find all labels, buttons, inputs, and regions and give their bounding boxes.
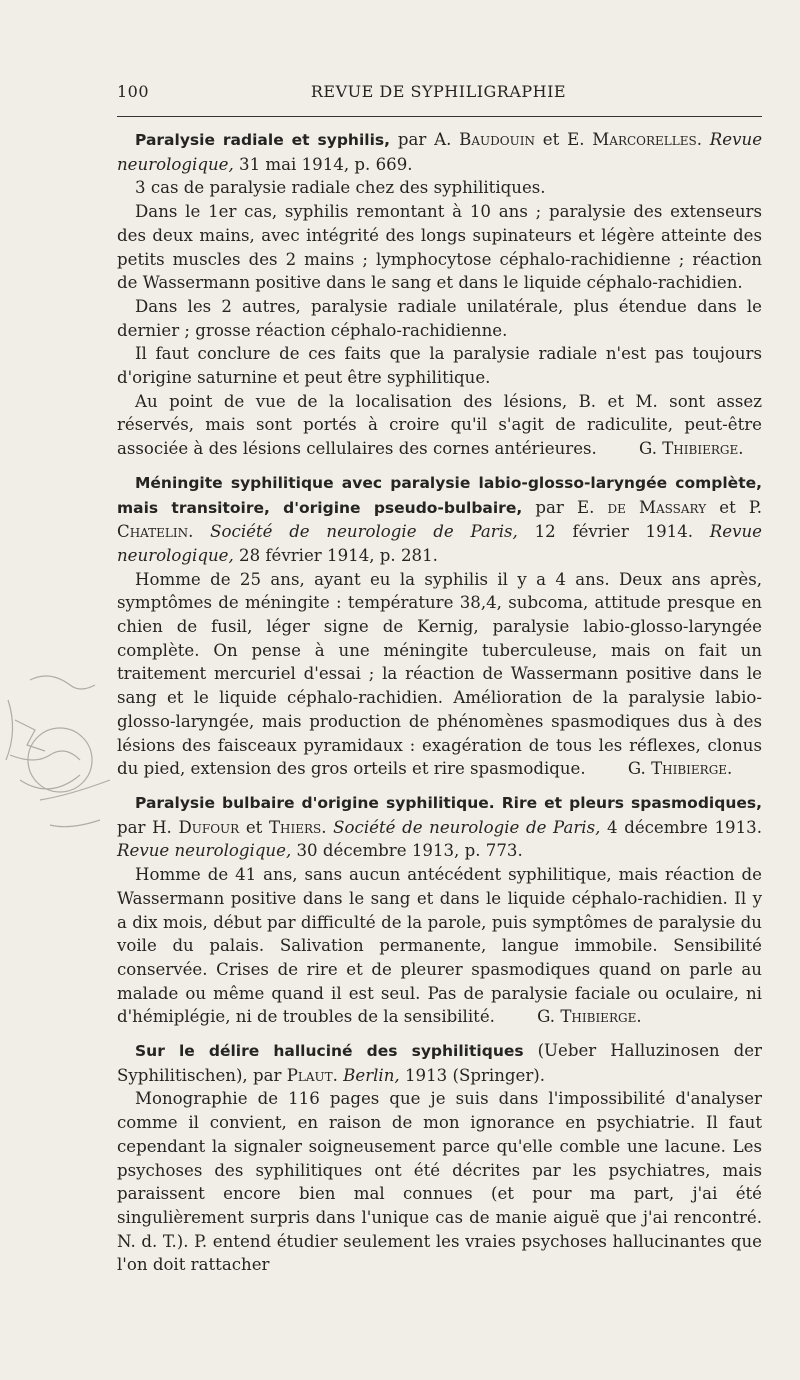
byline-text: et E. [534,130,593,149]
header-rule [117,116,762,117]
byline-text: par E. [522,497,608,517]
author-name: Plaut. [286,1065,338,1085]
article-3-heading [117,791,762,863]
byline-text: par A. [390,130,460,149]
author-name: Chatelin. [117,522,194,542]
author-name: de Massary [607,497,707,517]
paragraph: Homme de 41 ans, sans aucun antécédent syphilitique, mais réaction de Wassermann positive dans le sang et dans le liquide céphalo-rachidien. Il y a dix mois, début par difficulté de la parole, puis symptômes de paralysie du voile du palais. Salivation permanente, langue immobile. Sensibilité conservée. Crises de rire et de pleurer spasmodiques quand on parle au malade ou même quand il est seul. Pas de paralysie faciale ou oculaire, ni d'hémiplégie, ni de troubles de la sensibilité. [117,865,762,1027]
byline-text: (Ueber Halluzinosen der Syphilitischen), par [117,1041,762,1085]
article-2-heading [117,471,762,568]
signature: G. Thibierge. [627,759,733,779]
article-body [117,128,762,1277]
article-3-title: Paralysie bulbaire d'origine syphilitique. Rire et pleurs spasmodiques, [135,793,762,812]
byline-text: par H. [117,817,179,837]
paragraph-with-signature [117,568,762,781]
author-name: Marcorelles. [592,130,702,149]
journal-name: Société de neurologie de Paris, [193,522,518,542]
paragraph: 3 cas de paralysie radiale chez des syphilitiques. [135,178,546,198]
paragraph-with-signature [117,390,762,461]
journal-date: 28 février 1914, p. 281. [233,545,438,565]
journal-date: 31 mai 1914, p. 669. [233,154,413,174]
paragraph: Homme de 25 ans, ayant eu la syphilis il y a 4 ans. Deux ans après, symptômes de méningite : température 38,4, subcoma, attitude presque en chien de fusil, léger signe de Kernig, paralysie labio-glosso-laryngée complète. On pense à une méningite tuberculeuse, mais on fait un traitement mercuriel d'essai ; la réaction de Wassermann positive dans le sang et le liquide céphalo-rachidien. Amélioration de la paralysie labio-glosso-laryngée, mais production de phénomènes spasmodiques dus à des lésions des faisceaux pyramidaux : exagération de tous les réflexes, clonus du pied, extension des gros orteils et rire spasmodique. [117,569,762,779]
author-name: Thiers. [268,817,327,837]
paragraph-with-signature [117,863,762,1029]
author-name: Baudouin [459,130,535,149]
paragraph: Il faut conclure de ces faits que la paralysie radiale n'est pas toujours d'origine saturnine et peut être syphilitique. [117,344,762,388]
page-number: 100 [117,82,150,101]
journal-date: 4 décembre 1913. [600,817,763,837]
journal-name: Revue neurologique, [117,130,763,174]
paragraph: Dans les 2 autres, paralysie radiale unilatérale, plus étendue dans le dernier ; grosse réaction céphalo-rachidienne. [117,296,762,340]
running-title: REVUE DE SYPHILIGRAPHIE [310,82,567,101]
article-1-heading [117,128,762,176]
paragraph: Dans le 1er cas, syphilis remontant à 10 ans ; paralysie des extenseurs des deux mains, avec intégrité des longs supinateurs et légère atteinte des petits muscles des 2 mains ; lymphocytose céphalo-rachidienne ; réaction de Wassermann positive dans le sang et dans le liquide céphalo-rachidien. [117,202,762,293]
paragraph: Au point de vue de la localisation des lésions, B. et M. sont assez réservés, mais sont portés à croire qu'il s'agit de radiculite, peut-être associée à des lésions cellulaires des cornes antérieures. [117,391,762,459]
paragraph: Monographie de 116 pages que je suis dans l'impossibilité d'analyser comme il convient, en raison de mon ignorance en psychiatrie. Il faut cependant la signaler soigneusement parce qu'elle comble une lacune. Les psychoses des syphilitiques ont été décrites par les psychiatres, mais paraissent encore bien mal connues (et pour ma part, j'ai été singulièrement surpris dans l'unique cas de manie aiguë que j'ai rencontré. N. d. T.). P. entend étudier seulement les vraies psychoses hallucinantes que l'on doit rattacher [117,1089,762,1275]
signature: G. Thibierge. [537,1007,642,1027]
journal-name: Société de neurologie de Paris, [326,817,601,837]
journal-name: Revue neurologique, [117,522,762,565]
journal-date: 1913 (Springer). [399,1065,546,1085]
article-4-title: Sur le délire halluciné des syphilitiques [135,1042,524,1061]
running-header [117,82,760,101]
journal-name: Berlin, [337,1065,400,1085]
journal-name: Revue neurologique, [117,841,292,861]
article-1-title: Paralysie radiale et syphilis, [135,131,391,149]
article-4-heading [117,1039,762,1087]
journal-date: 30 décembre 1913, p. 773. [291,841,523,861]
article-2-title: Méningite syphilitique avec paralysie labio-glosso-laryngée complète, mais transitoire, d'origine pseudo-bulbaire, [117,473,762,517]
signature: G. Thibierge. [639,439,744,459]
byline-text: et P. [706,497,762,517]
byline-text: et [239,817,269,837]
journal-date: 12 février 1914. [517,522,694,542]
author-name: Dufour [178,817,240,837]
